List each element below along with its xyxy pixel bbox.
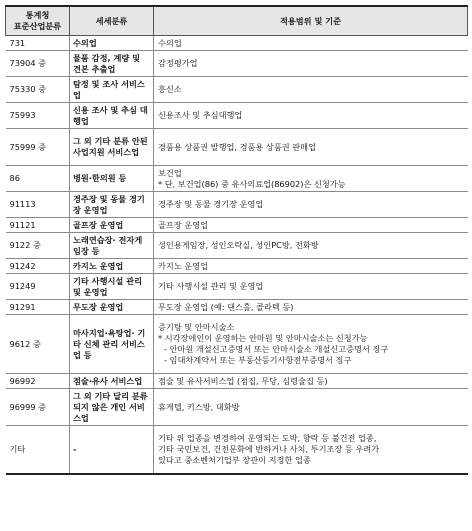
subclass-cell: 경주장 및 동물 경기장 운영업	[70, 192, 154, 218]
scope-line: 있다고 중소벤처기업부 장관이 지정한 업종	[158, 454, 311, 465]
table-row	[6, 51, 468, 77]
table-row	[6, 389, 468, 426]
scope-line: 성인용게임장, 성인오락실, 성인PC방, 전화방	[158, 240, 319, 250]
scope-line: 휴게텔, 키스방, 대화방	[158, 401, 240, 412]
subclass-cell: 골프장 운영업	[70, 218, 154, 233]
header-scope: 적용범위 및 기준	[154, 6, 468, 36]
table-row	[6, 315, 468, 374]
scope-cell	[154, 315, 468, 374]
scope-line: 점술 및 유사서비스업 (점집, 무당, 심령술집 등)	[158, 375, 328, 386]
table-row	[6, 192, 468, 218]
subclass-cell: -	[70, 426, 154, 474]
industry-code-cell: 9122 중	[6, 233, 70, 259]
scope-line: 카지노 운영업	[158, 260, 209, 271]
table-row	[6, 36, 468, 51]
scope-line: 경품용 상품권 발행업, 경품용 상품권 판매업	[158, 141, 316, 152]
scope-cell	[154, 36, 468, 51]
header-subclass: 세세분류	[70, 6, 154, 36]
industry-code-cell: 75999 중	[6, 129, 70, 166]
scope-line: 기타 사행시설 관리 및 운영업	[158, 281, 264, 291]
scope-cell	[154, 426, 468, 474]
scope-line: 골프장 운영업	[158, 219, 209, 230]
scope-line: - 임대차계약서 또는 부동산등기사항전부증명서 징구	[164, 355, 352, 365]
subclass-cell: 무도장 운영업	[70, 300, 154, 315]
subclass-cell: 그 외 기타 달리 분류되지 않은 개인 서비스업	[70, 389, 154, 426]
scope-line: * 단, 보건업(86) 중 유사의료업(86902)은 신청가능	[158, 178, 346, 189]
table-row	[6, 77, 468, 103]
scope-line: * 시각장애인이 운영하는 안마원 및 안마시술소는 신청가능	[158, 333, 368, 343]
scope-cell	[154, 166, 468, 192]
subclass-cell: 병원·한의원 등	[70, 166, 154, 192]
table-row	[6, 426, 468, 474]
table-row	[6, 129, 468, 166]
table-row	[6, 103, 468, 129]
scope-cell	[154, 77, 468, 103]
industry-code-cell: 731	[6, 36, 70, 51]
header-standard-classification	[6, 6, 70, 36]
subclass-cell: 물품 감정, 계량 및 견본 추출업	[70, 51, 154, 77]
scope-cell	[154, 192, 468, 218]
scope-cell	[154, 300, 468, 315]
scope-line: 신용조사 및 추심대행업	[158, 110, 243, 120]
industry-code-cell: 86	[6, 166, 70, 192]
industry-code-cell: 75993	[6, 103, 70, 129]
table-header-row	[6, 6, 468, 36]
table-row	[6, 218, 468, 233]
industry-code-cell: 96999 중	[6, 389, 70, 426]
scope-line: 경주장 및 동물 경기장 운영업	[158, 199, 264, 209]
subclass-cell: 수의업	[70, 36, 154, 51]
subclass-cell: 그 외 기타 분류 안된 사업지원 서비스업	[70, 129, 154, 166]
scope-line: 흥신소	[158, 84, 182, 94]
table-row	[6, 274, 468, 300]
scope-cell	[154, 218, 468, 233]
scope-line: 무도장 운영업 (예: 댄스홀, 콜라텍 등)	[158, 301, 294, 312]
industry-code-cell: 91121	[6, 218, 70, 233]
subclass-cell: 노래연습장· 전자게임장 등	[70, 233, 154, 259]
header-col1-line2: 표준산업분류	[13, 21, 62, 31]
scope-cell	[154, 51, 468, 77]
industry-code-cell: 91249	[6, 274, 70, 300]
subclass-cell: 카지노 운영업	[70, 259, 154, 274]
industry-code-cell: 91291	[6, 300, 70, 315]
scope-line: - 안마원 개설신고증명서 또는 안마시술소 개설신고증명서 징구	[164, 344, 389, 354]
subclass-cell: 점술·유사 서비스업	[70, 374, 154, 389]
scope-line: 보건업	[158, 167, 182, 178]
subclass-cell: 탐정 및 조사 서비스업	[70, 77, 154, 103]
scope-line: 감정평가업	[158, 58, 198, 68]
table-row	[6, 374, 468, 389]
industry-code-cell: 91113	[6, 192, 70, 218]
scope-cell	[154, 103, 468, 129]
scope-cell	[154, 274, 468, 300]
scope-line: 수의업	[158, 37, 182, 48]
table-row	[6, 233, 468, 259]
industry-code-cell: 75330 중	[6, 77, 70, 103]
scope-cell	[154, 233, 468, 259]
table-row	[6, 300, 468, 315]
subclass-cell: 기타 사행시설 관리 및 운영업	[70, 274, 154, 300]
table-row	[6, 259, 468, 274]
header-col1-line1: 통계청	[25, 10, 50, 20]
scope-line: 증기탕 및 안마시술소	[158, 322, 235, 332]
scope-cell	[154, 259, 468, 274]
industry-code-cell: 91242	[6, 259, 70, 274]
scope-cell	[154, 129, 468, 166]
scope-line: 기타 위 업종을 변경하여 운영되는 도박, 향락 등 불건전 업종,	[158, 432, 377, 443]
subclass-cell: 신용 조사 및 추심 대행업	[70, 103, 154, 129]
scope-line: 기타 국민보건, 건전문화에 반하거나 사치, 투기조장 등 우려가	[158, 443, 380, 454]
scope-cell	[154, 389, 468, 426]
subclass-cell: 마사지업·욕탕업· 기타 신체 관리 서비스업 등	[70, 315, 154, 374]
scope-cell	[154, 374, 468, 389]
industry-code-cell: 73904 중	[6, 51, 70, 77]
industry-code-cell: 기타	[6, 426, 70, 474]
industry-code-cell: 96992	[6, 374, 70, 389]
industry-exclusion-table	[5, 5, 468, 475]
table-row	[6, 166, 468, 192]
industry-code-cell: 9612 중	[6, 315, 70, 374]
